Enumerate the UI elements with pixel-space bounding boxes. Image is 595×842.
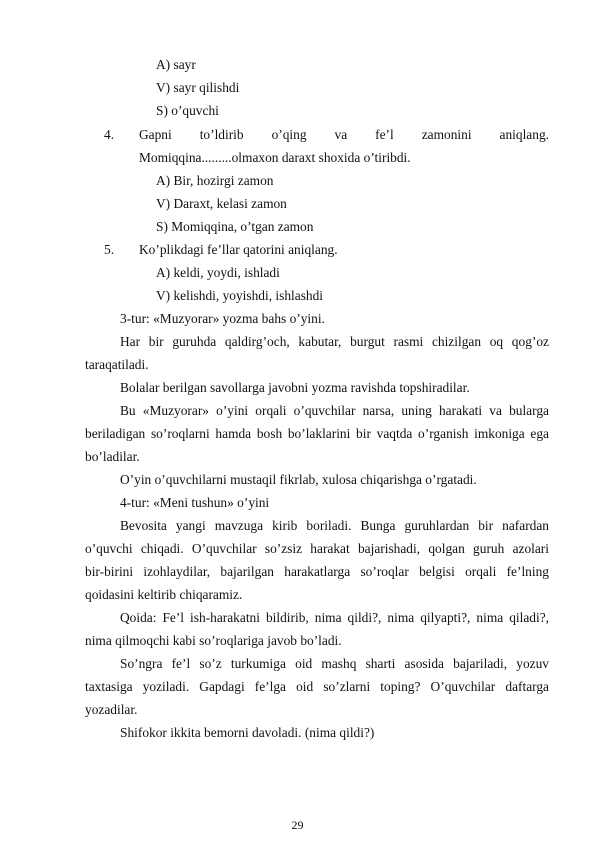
list-number-5: 5. — [104, 242, 115, 257]
tour-3-heading: 3-tur: «Muzyorar» yozma bahs o’yini. — [120, 311, 325, 326]
paragraph-line: Bevosita yangi mavzuga kirib boriladi. Bunga guruhlardan bir nafardan — [120, 518, 549, 533]
task-4-option-a: A) Bir, hozirgi zamon — [156, 173, 274, 188]
paragraph-line: yozadilar. — [85, 702, 138, 717]
rule-line: Qoida: Fe’l ish-harakatni bildirib, nima qildi?, nima qilyapti?, nima qiladi?, — [120, 610, 549, 625]
page-number: 29 — [291, 818, 304, 832]
paragraph-line: Bu «Muzyorar» o’yini orqali o’quvchilar narsa, uning harakati va bularga — [120, 403, 549, 418]
paragraph-line: qoidasini keltirib chiqaramiz. — [85, 587, 243, 602]
paragraph-line: Bolalar berilgan savollarga javobni yozma ravishda topshiradilar. — [120, 380, 470, 395]
paragraph-line: beriladigan so’roqlarni hamda bosh bo’laklarini bir vaqtda o’rganish imkoniga ega — [85, 426, 549, 441]
task-4-instruction: Gapni to’ldirib o’qing va fe’l zamonini aniqlang. — [139, 127, 549, 142]
list-number-4: 4. — [104, 127, 115, 142]
paragraph-line: taraqatiladi. — [85, 357, 149, 372]
paragraph-line: taxtasiga yoziladi. Gapdagi fe’lga oid so’zlarni toping? O’quvchilar daftarga — [85, 679, 549, 694]
task-4-sentence: Momiqqina.........olmaxon daraxt shoxida o’tiribdi. — [139, 150, 411, 165]
task-5-option-a: A) keldi, yoydi, ishladi — [156, 265, 280, 280]
example-sentence: Shifokor ikkita bemorni davoladi. (nima qildi?) — [120, 725, 375, 740]
paragraph-line: bo’ladilar. — [85, 449, 140, 464]
task-4-option-v: V) Daraxt, kelasi zamon — [156, 196, 287, 211]
task-5-instruction: Ko’plikdagi fe’llar qatorini aniqlang. — [139, 242, 338, 257]
option-v-sayr-qilishdi: V) sayr qilishdi — [156, 80, 240, 95]
paragraph-line: bir-birini izohlaydilar, bajarilgan harakatlarga so’roqlar belgisi orqali fe’lning — [85, 564, 549, 579]
paragraph-line: So’ngra fe’l so’z turkumiga oid mashq sharti asosida bajariladi, yozuv — [120, 656, 549, 671]
paragraph-line: o’quvchi chiqadi. O’quvchilar so’zsiz harakat bajarishadi, qolgan guruh azolari — [85, 541, 549, 556]
option-s-oquvchi: S) o’quvchi — [156, 103, 219, 118]
task-5-option-v: V) kelishdi, yoyishdi, ishlashdi — [156, 288, 324, 303]
option-a-sayr: A) sayr — [156, 57, 196, 72]
task-4-option-s: S) Momiqqina, o’tgan zamon — [156, 219, 314, 234]
tour-4-heading: 4-tur: «Meni tushun» o’yini — [120, 495, 270, 510]
paragraph-line: O’yin o’quvchilarni mustaqil fikrlab, xulosa chiqarishga o’rgatadi. — [120, 472, 477, 487]
paragraph-line: Har bir guruhda qaldirg’och, kabutar, burgut rasmi chizilgan oq qog’oz — [120, 334, 549, 349]
rule-line: nima qilmoqchi kabi so’roqlariga javob bo’ladi. — [85, 633, 342, 648]
